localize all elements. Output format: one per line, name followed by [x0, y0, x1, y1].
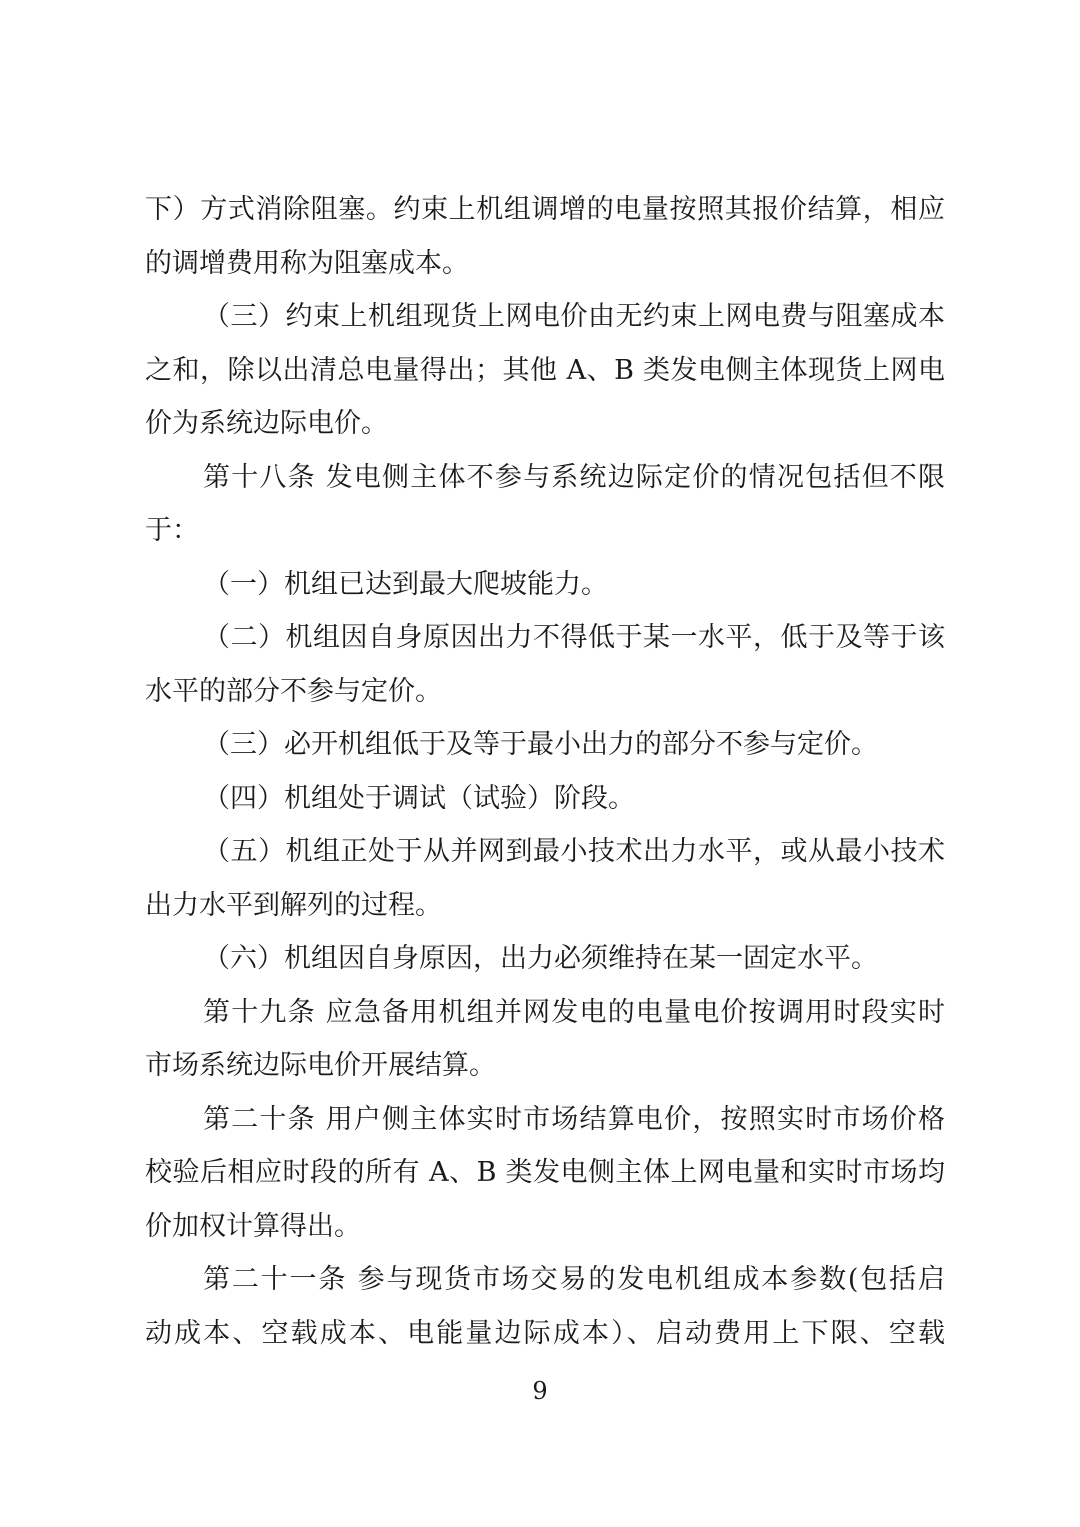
text-line: （三）必开机组低于及等于最小出力的部分不参与定价。: [203, 729, 878, 760]
text-line: 市场系统边际电价开展结算。: [145, 1050, 496, 1081]
text-line: 第二十条 用户侧主体实时市场结算电价，按照实时市场价格: [203, 1103, 945, 1135]
text-line: 第二十一条 参与现货市场交易的发电机组成本参数(包括启: [203, 1264, 945, 1295]
text-line: 水平的部分不参与定价。: [145, 675, 442, 707]
page-number: 9: [532, 1377, 548, 1405]
text-line: 出力水平到解列的过程。: [145, 889, 442, 921]
text-line: （四）机组处于调试（试验）阶段。: [203, 782, 635, 814]
text-line: 之和，除以出清总电量得出；其他 A、B 类发电侧主体现货上网电: [145, 354, 945, 386]
text-line: （二）机组因自身原因出力不得低于某一水平，低于及等于该: [203, 622, 945, 653]
text-line: 第十九条 应急备用机组并网发电的电量电价按调用时段实时: [203, 996, 945, 1028]
document-body: [145, 183, 945, 1360]
text-line: 下）方式消除阻塞。约束上机组调增的电量按照其报价结算，相应: [145, 194, 945, 225]
text-line: （五）机组正处于从并网到最小技术出力水平，或从最小技术: [203, 836, 945, 867]
text-line: （一）机组已达到最大爬坡能力。: [203, 568, 608, 600]
text-line: 动成本、空载成本、电能量边际成本）、启动费用上下限、空载: [145, 1317, 945, 1349]
text-line: （六）机组因自身原因，出力必须维持在某一固定水平。: [203, 943, 878, 974]
text-line: 价加权计算得出。: [145, 1210, 361, 1242]
text-line: （三）约束上机组现货上网电价由无约束上网电费与阻塞成本: [203, 301, 945, 332]
text-line: 于：: [145, 515, 199, 546]
text-line: 校验后相应时段的所有 A、B 类发电侧主体上网电量和实时市场均: [145, 1157, 945, 1188]
text-line: 第十八条 发电侧主体不参与系统边际定价的情况包括但不限: [203, 461, 945, 493]
text-line: 的调增费用称为阻塞成本。: [145, 247, 469, 279]
text-line: 价为系统边际电价。: [145, 408, 388, 439]
